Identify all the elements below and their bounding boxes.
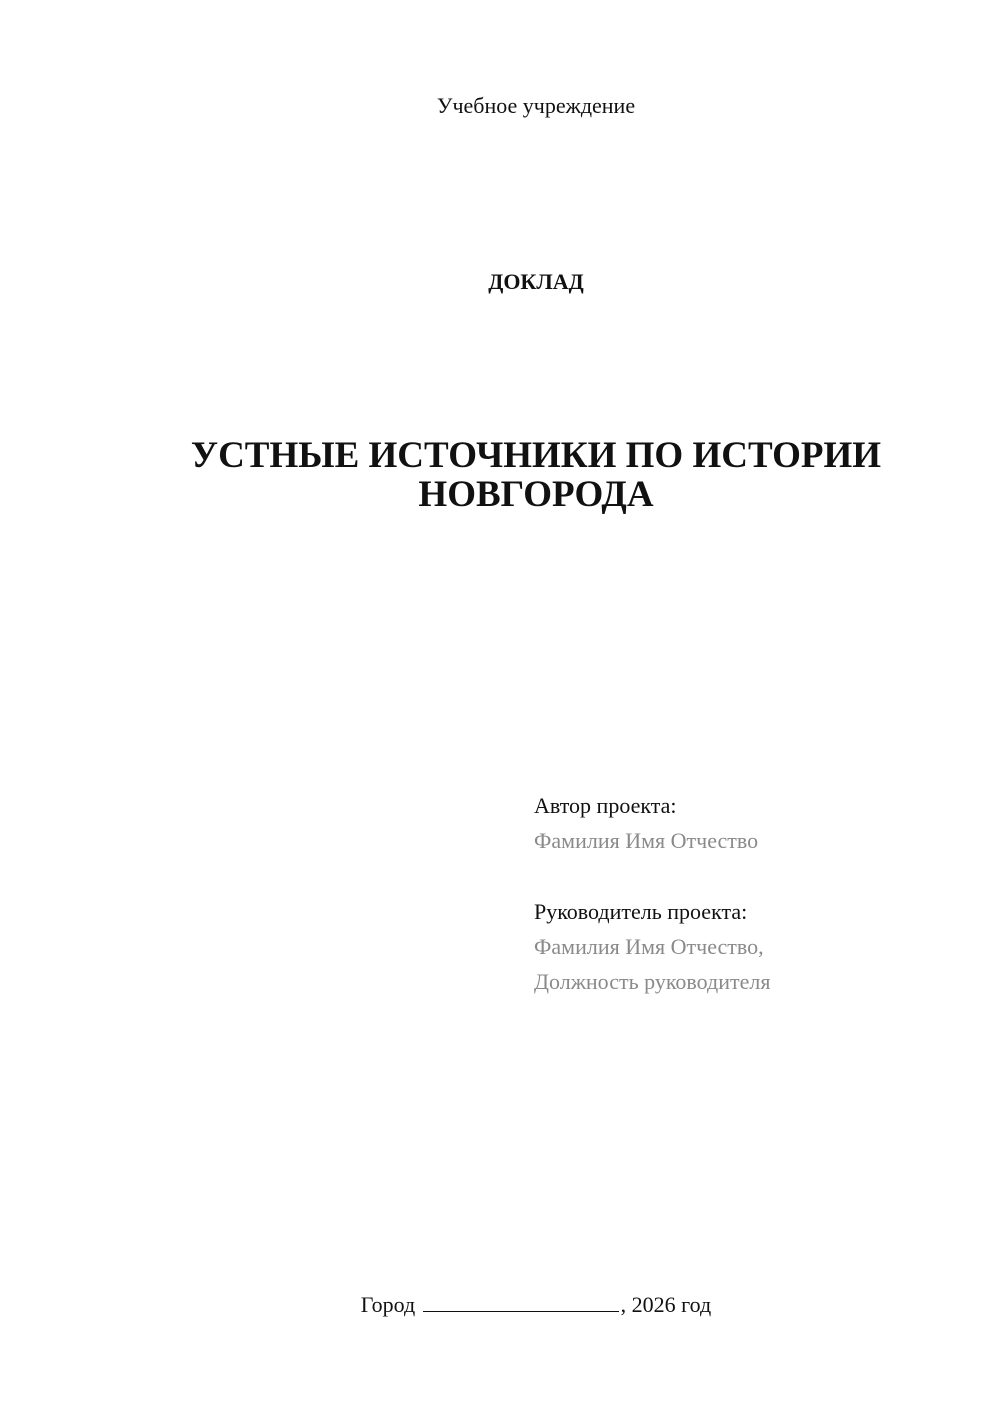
document-title [120,436,952,514]
institution-name: Учебное учреждение [436,93,636,118]
year-text: , 2026 год [620,1292,712,1317]
supervisor-position: Должность руководителя [534,969,771,994]
info-spacer [534,858,974,894]
document-type: ДОКЛАД [488,269,584,294]
project-info-block [534,788,974,999]
city-label: Город [360,1292,416,1317]
supervisor-label: Руководитель проекта: [534,899,748,924]
author-label: Автор проекта: [534,793,677,818]
city-year-line [0,1290,1000,1320]
supervisor-name: Фамилия Имя Отчество, [534,934,764,959]
title-line-1: УСТНЫЕ ИСТОЧНИКИ ПО ИСТОРИИ [190,435,882,476]
city-blank-line [423,1291,619,1312]
author-name: Фамилия Имя Отчество [534,828,759,853]
title-line-2: НОВГОРОДА [418,474,654,515]
